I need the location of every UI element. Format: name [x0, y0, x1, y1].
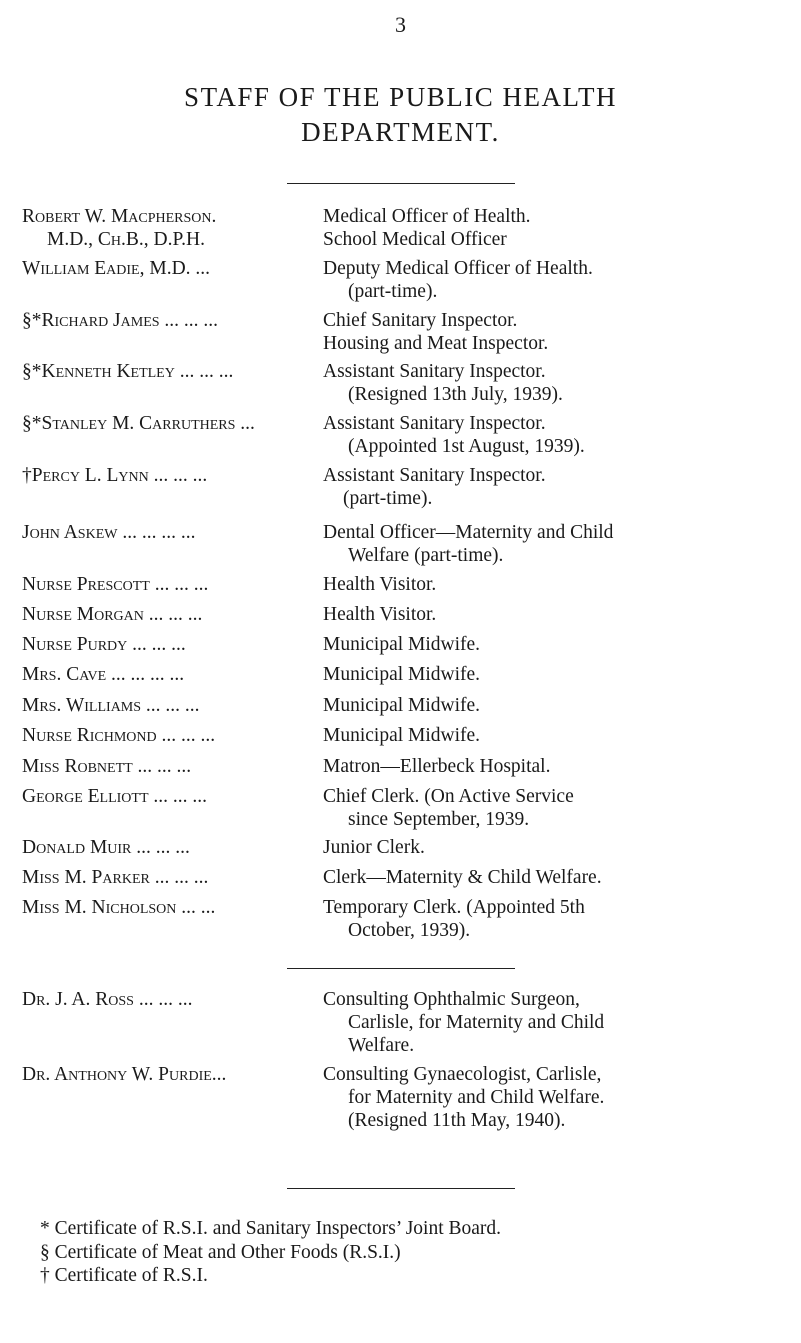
staff-name: Mrs. Williams ... ... ... [22, 695, 200, 716]
footnotes [40, 1217, 501, 1288]
staff-role: Clerk—Maternity & Child Welfare. [323, 867, 602, 888]
staff-role: Temporary Clerk. (Appointed 5th October, 1939). [323, 897, 585, 941]
staff-name: Nurse Purdy ... ... ... [22, 634, 186, 655]
page-title [0, 80, 801, 150]
staff-role: Dental Officer—Maternity and Child Welfare (part-time). [323, 522, 614, 566]
staff-name: George Elliott ... ... ... [22, 786, 208, 807]
staff-name: Robert W. Macpherson. M.D., Ch.B., D.P.H. [22, 206, 217, 250]
title-line-2: DEPARTMENT. [301, 117, 500, 147]
staff-name: §*Richard James ... ... ... [22, 310, 219, 331]
staff-name: §*Kenneth Ketley ... ... ... [22, 361, 234, 382]
divider-bottom [287, 1188, 515, 1189]
staff-role: Chief Sanitary Inspector. Housing and Meat Inspector. [323, 310, 549, 354]
staff-role: Assistant Sanitary Inspector. (Resigned 13th July, 1939). [323, 361, 563, 405]
staff-name: John Askew ... ... ... ... [22, 522, 196, 543]
staff-role: Health Visitor. [323, 604, 437, 625]
consultant-role: Consulting Ophthalmic Surgeon, Carlisle, for Maternity and Child Welfare. [323, 989, 605, 1056]
staff-name: §*Stanley M. Carruthers ... [22, 413, 255, 434]
staff-role: Deputy Medical Officer of Health. (part-time). [323, 258, 593, 302]
staff-role: Health Visitor. [323, 574, 437, 595]
footnote: † Certificate of R.S.I. [40, 1265, 208, 1286]
staff-name: Nurse Morgan ... ... ... [22, 604, 203, 625]
footnote: § Certificate of Meat and Other Foods (R.S.I.) [40, 1241, 401, 1263]
consultant-name: Dr. J. A. Ross ... ... ... [22, 989, 193, 1010]
staff-name: William Eadie, M.D. ... [22, 258, 211, 279]
divider-top [287, 183, 515, 184]
staff-role: Chief Clerk. (On Active Service since September, 1939. [323, 786, 574, 830]
staff-role: Municipal Midwife. [323, 634, 481, 655]
staff-name: Nurse Richmond ... ... ... [22, 725, 216, 746]
consultant-role: Consulting Gynaecologist, Carlisle, for Maternity and Child Welfare. (Resigned 11th May, 1940). [323, 1064, 605, 1131]
divider-middle [287, 968, 515, 969]
staff-name: Mrs. Cave ... ... ... ... [22, 664, 185, 685]
staff-name: †Percy L. Lynn ... ... ... [22, 465, 208, 486]
staff-name: Nurse Prescott ... ... ... [22, 574, 209, 595]
staff-name: Miss M. Parker ... ... ... [22, 867, 209, 888]
staff-name: Miss Robnett ... ... ... [22, 756, 192, 777]
staff-role: Municipal Midwife. [323, 664, 481, 685]
staff-name: Miss M. Nicholson ... ... [22, 897, 216, 918]
footnote: * Certificate of R.S.I. and Sanitary Inspectors’ Joint Board. [40, 1218, 502, 1239]
staff-role: Medical Officer of Health. School Medical Officer [323, 206, 531, 250]
staff-role: Assistant Sanitary Inspector. (part-time). [323, 465, 546, 509]
staff-role: Junior Clerk. [323, 837, 425, 858]
staff-role: Municipal Midwife. [323, 695, 481, 716]
staff-role: Municipal Midwife. [323, 725, 481, 746]
staff-role: Matron—Ellerbeck Hospital. [323, 756, 551, 777]
consultant-name: Dr. Anthony W. Purdie... [22, 1064, 227, 1085]
staff-name: Donald Muir ... ... ... [22, 837, 190, 858]
staff-role: Assistant Sanitary Inspector. (Appointed 1st August, 1939). [323, 413, 585, 457]
page-number: 3 [395, 12, 406, 37]
title-line-1: STAFF OF THE PUBLIC HEALTH [184, 82, 617, 112]
